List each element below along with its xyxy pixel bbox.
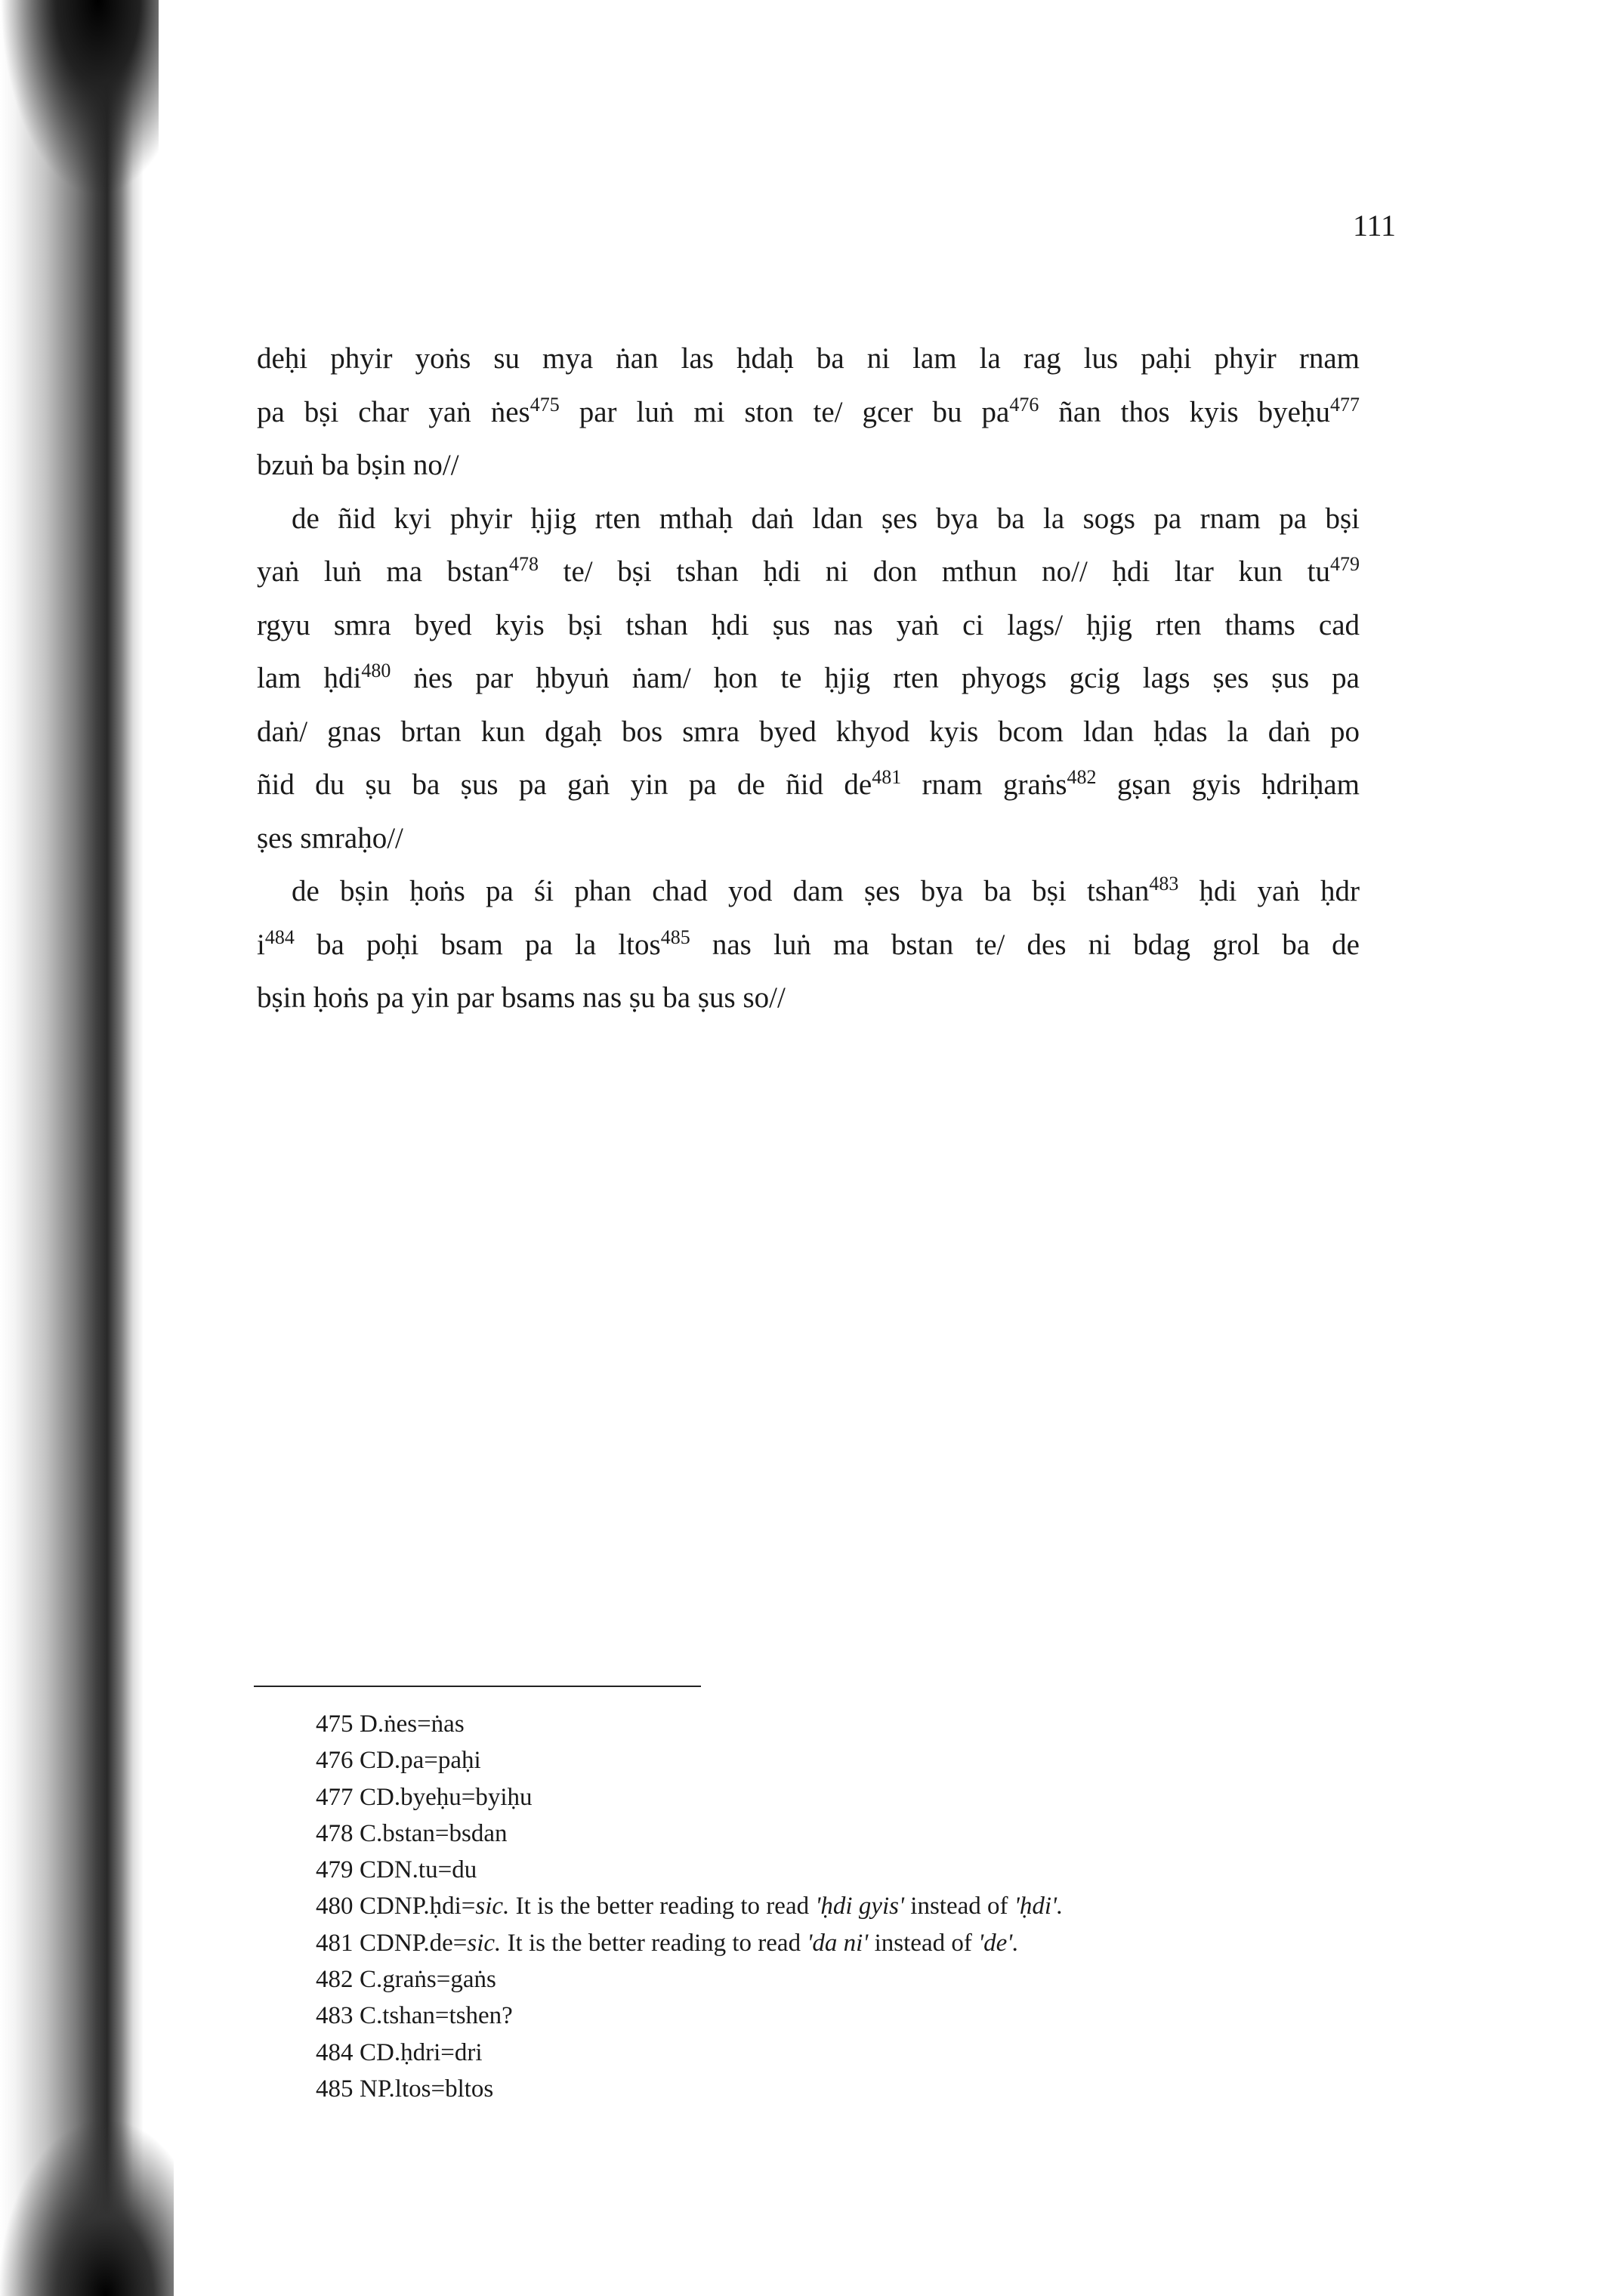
paragraph	[257, 493, 1360, 866]
text-run: rgyu smra byed kyis bṣi tshan ḥdi ṣus nas yaṅ ci lags/ ḥjig rten thams cad	[257, 608, 1360, 641]
text-run: It is the better reading to read	[509, 1893, 816, 1921]
italic-text: sic.	[467, 1929, 502, 1957]
footnote-number: 479	[316, 1856, 354, 1884]
footnote-text	[360, 1710, 465, 1738]
italic-text: 'ḥdi'.	[1014, 1893, 1064, 1921]
footnote-text	[360, 1930, 1019, 1957]
text-run: bṣin ḥoṅs pa yin par bsams nas ṣu ba ṣus so//	[257, 981, 786, 1014]
footnote-divider	[254, 1686, 701, 1687]
text-run: C.graṅs=gaṅs	[360, 1966, 496, 1994]
footnote-number: 478	[316, 1819, 354, 1847]
footnote-ref: 484	[264, 926, 295, 948]
text-run: yaṅ luṅ ma bstan	[257, 555, 509, 588]
footnote	[316, 1925, 1298, 1961]
footnote-text	[360, 1856, 477, 1883]
footnote-number: 476	[316, 1747, 354, 1775]
paragraph	[257, 865, 1360, 1025]
text-run: C.tshan=tshen?	[360, 2002, 513, 2030]
footnote-text	[360, 1820, 508, 1847]
text-run: ba poḥi bsam pa la ltos	[294, 928, 661, 961]
footnote-ref: 480	[361, 660, 391, 681]
text-run: ñid du ṣu ba ṣus pa gaṅ yin pa de ñid de	[257, 768, 872, 801]
footnote-text	[360, 1893, 1063, 1920]
text-line	[257, 812, 1360, 866]
footnote-ref: 479	[1330, 553, 1360, 575]
footnote	[316, 2035, 1298, 2071]
footnotes	[316, 1706, 1298, 2107]
text-run: CDNP.de=	[360, 1929, 468, 1957]
text-run: It is the better reading to read	[501, 1929, 807, 1957]
footnote-ref: 476	[1009, 393, 1039, 416]
text-run: rnam graṅs	[901, 768, 1067, 801]
text-run: CD.byeḥu=byiḥu	[360, 1783, 533, 1811]
text-line	[257, 439, 1360, 493]
footnote-text	[360, 1966, 496, 1993]
text-run: lam ḥdi	[257, 662, 362, 694]
footnote-number: 480	[316, 1893, 354, 1921]
binding-shadow-bottom	[0, 2122, 174, 2296]
footnote-text	[360, 2075, 493, 2103]
text-line	[257, 386, 1360, 440]
book-binding-shadow	[0, 0, 144, 2296]
body-text	[257, 332, 1360, 1025]
text-run: ḥdi yaṅ ḥdr	[1178, 875, 1360, 907]
text-run: de bṣin ḥoṅs pa śi phan chad yod dam ṣes bya ba bṣi tshan	[292, 875, 1150, 907]
text-line	[257, 545, 1360, 599]
footnote-number: 475	[316, 1710, 354, 1738]
text-run: par luṅ mi ston te/ gcer bu pa	[559, 395, 1010, 428]
footnote	[316, 1998, 1298, 2034]
text-line	[257, 972, 1360, 1025]
footnote-number: 477	[316, 1783, 354, 1811]
text-run: ṣes smraḥo//	[257, 821, 403, 854]
footnote-text	[360, 1747, 481, 1774]
footnote-ref: 485	[660, 926, 690, 948]
text-run: D.ṅes=ṅas	[360, 1710, 465, 1738]
text-run: gṣan gyis ḥdriḥam	[1096, 768, 1360, 801]
text-run: C.bstan=bsdan	[360, 1819, 508, 1847]
footnote	[316, 1815, 1298, 1852]
footnote-text	[360, 1784, 533, 1811]
footnote-text	[360, 2039, 483, 2066]
text-run: CDNP.ḥdi=	[360, 1893, 476, 1921]
text-run: CD.pa=paḥi	[360, 1747, 481, 1775]
text-line	[257, 652, 1360, 706]
text-run: instead of	[904, 1893, 1014, 1921]
text-run: pa bṣi char yaṅ ṅes	[257, 395, 530, 428]
footnote-ref: 477	[1330, 393, 1360, 416]
text-run: deḥi phyir yoṅs su mya ṅan las ḥdaḥ ba ni lam la rag lus paḥi phyir rnam	[257, 342, 1360, 375]
footnote-number: 484	[316, 2038, 354, 2066]
text-run: bzuṅ ba bṣin no//	[257, 449, 459, 481]
footnote-number: 481	[316, 1929, 354, 1957]
footnote	[316, 1779, 1298, 1815]
footnote-ref: 478	[509, 553, 539, 575]
italic-text: sic.	[475, 1893, 510, 1921]
text-run: nas luṅ ma bstan te/ des ni bdag grol ba de	[690, 928, 1360, 961]
text-run: NP.ltos=bltos	[360, 2075, 494, 2103]
text-run: ṅes par ḥbyuṅ ṅam/ ḥon te ḥjig rten phyogs gcig lags ṣes ṣus pa	[391, 662, 1360, 694]
footnote-number: 483	[316, 2002, 354, 2030]
page-number: 111	[1352, 209, 1396, 243]
footnote	[316, 2071, 1298, 2107]
footnote	[316, 1706, 1298, 1742]
text-run: de ñid kyi phyir ḥjig rten mthaḥ daṅ ldan ṣes bya ba la sogs pa rnam pa bṣi	[292, 502, 1360, 535]
footnote-number: 485	[316, 2075, 354, 2103]
text-line	[257, 865, 1360, 919]
text-run: CDN.tu=du	[360, 1856, 477, 1884]
text-run: te/ bṣi tshan ḥdi ni don mthun no// ḥdi ltar kun tu	[539, 555, 1330, 588]
text-run: daṅ/ gnas brtan kun dgaḥ bos smra byed khyod kyis bcom ldan ḥdas la daṅ po	[257, 715, 1360, 748]
text-run: instead of	[868, 1929, 979, 1957]
italic-text: 'de'.	[978, 1929, 1019, 1957]
footnote	[316, 1961, 1298, 1998]
binding-shadow-top	[0, 0, 159, 196]
italic-text: 'ḥdi gyis'	[815, 1893, 905, 1921]
text-line	[257, 599, 1360, 653]
text-run: ñan thos kyis byeḥu	[1039, 395, 1330, 428]
text-line	[257, 706, 1360, 759]
footnote-number: 482	[316, 1966, 354, 1994]
text-line	[257, 919, 1360, 972]
footnote-ref: 483	[1149, 873, 1179, 895]
footnote-ref: 481	[872, 766, 902, 788]
footnote	[316, 1742, 1298, 1778]
text-line	[257, 332, 1360, 386]
text-run: i	[257, 928, 265, 961]
footnote-ref: 482	[1067, 766, 1097, 788]
text-line	[257, 493, 1360, 546]
text-run: CD.ḥdri=dri	[360, 2038, 483, 2066]
text-line	[257, 759, 1360, 812]
paragraph	[257, 332, 1360, 493]
footnote-text	[360, 2002, 513, 2029]
italic-text: 'da ni'	[807, 1929, 869, 1957]
footnote	[316, 1888, 1298, 1924]
footnote	[316, 1852, 1298, 1888]
footnote-ref: 475	[529, 393, 560, 416]
